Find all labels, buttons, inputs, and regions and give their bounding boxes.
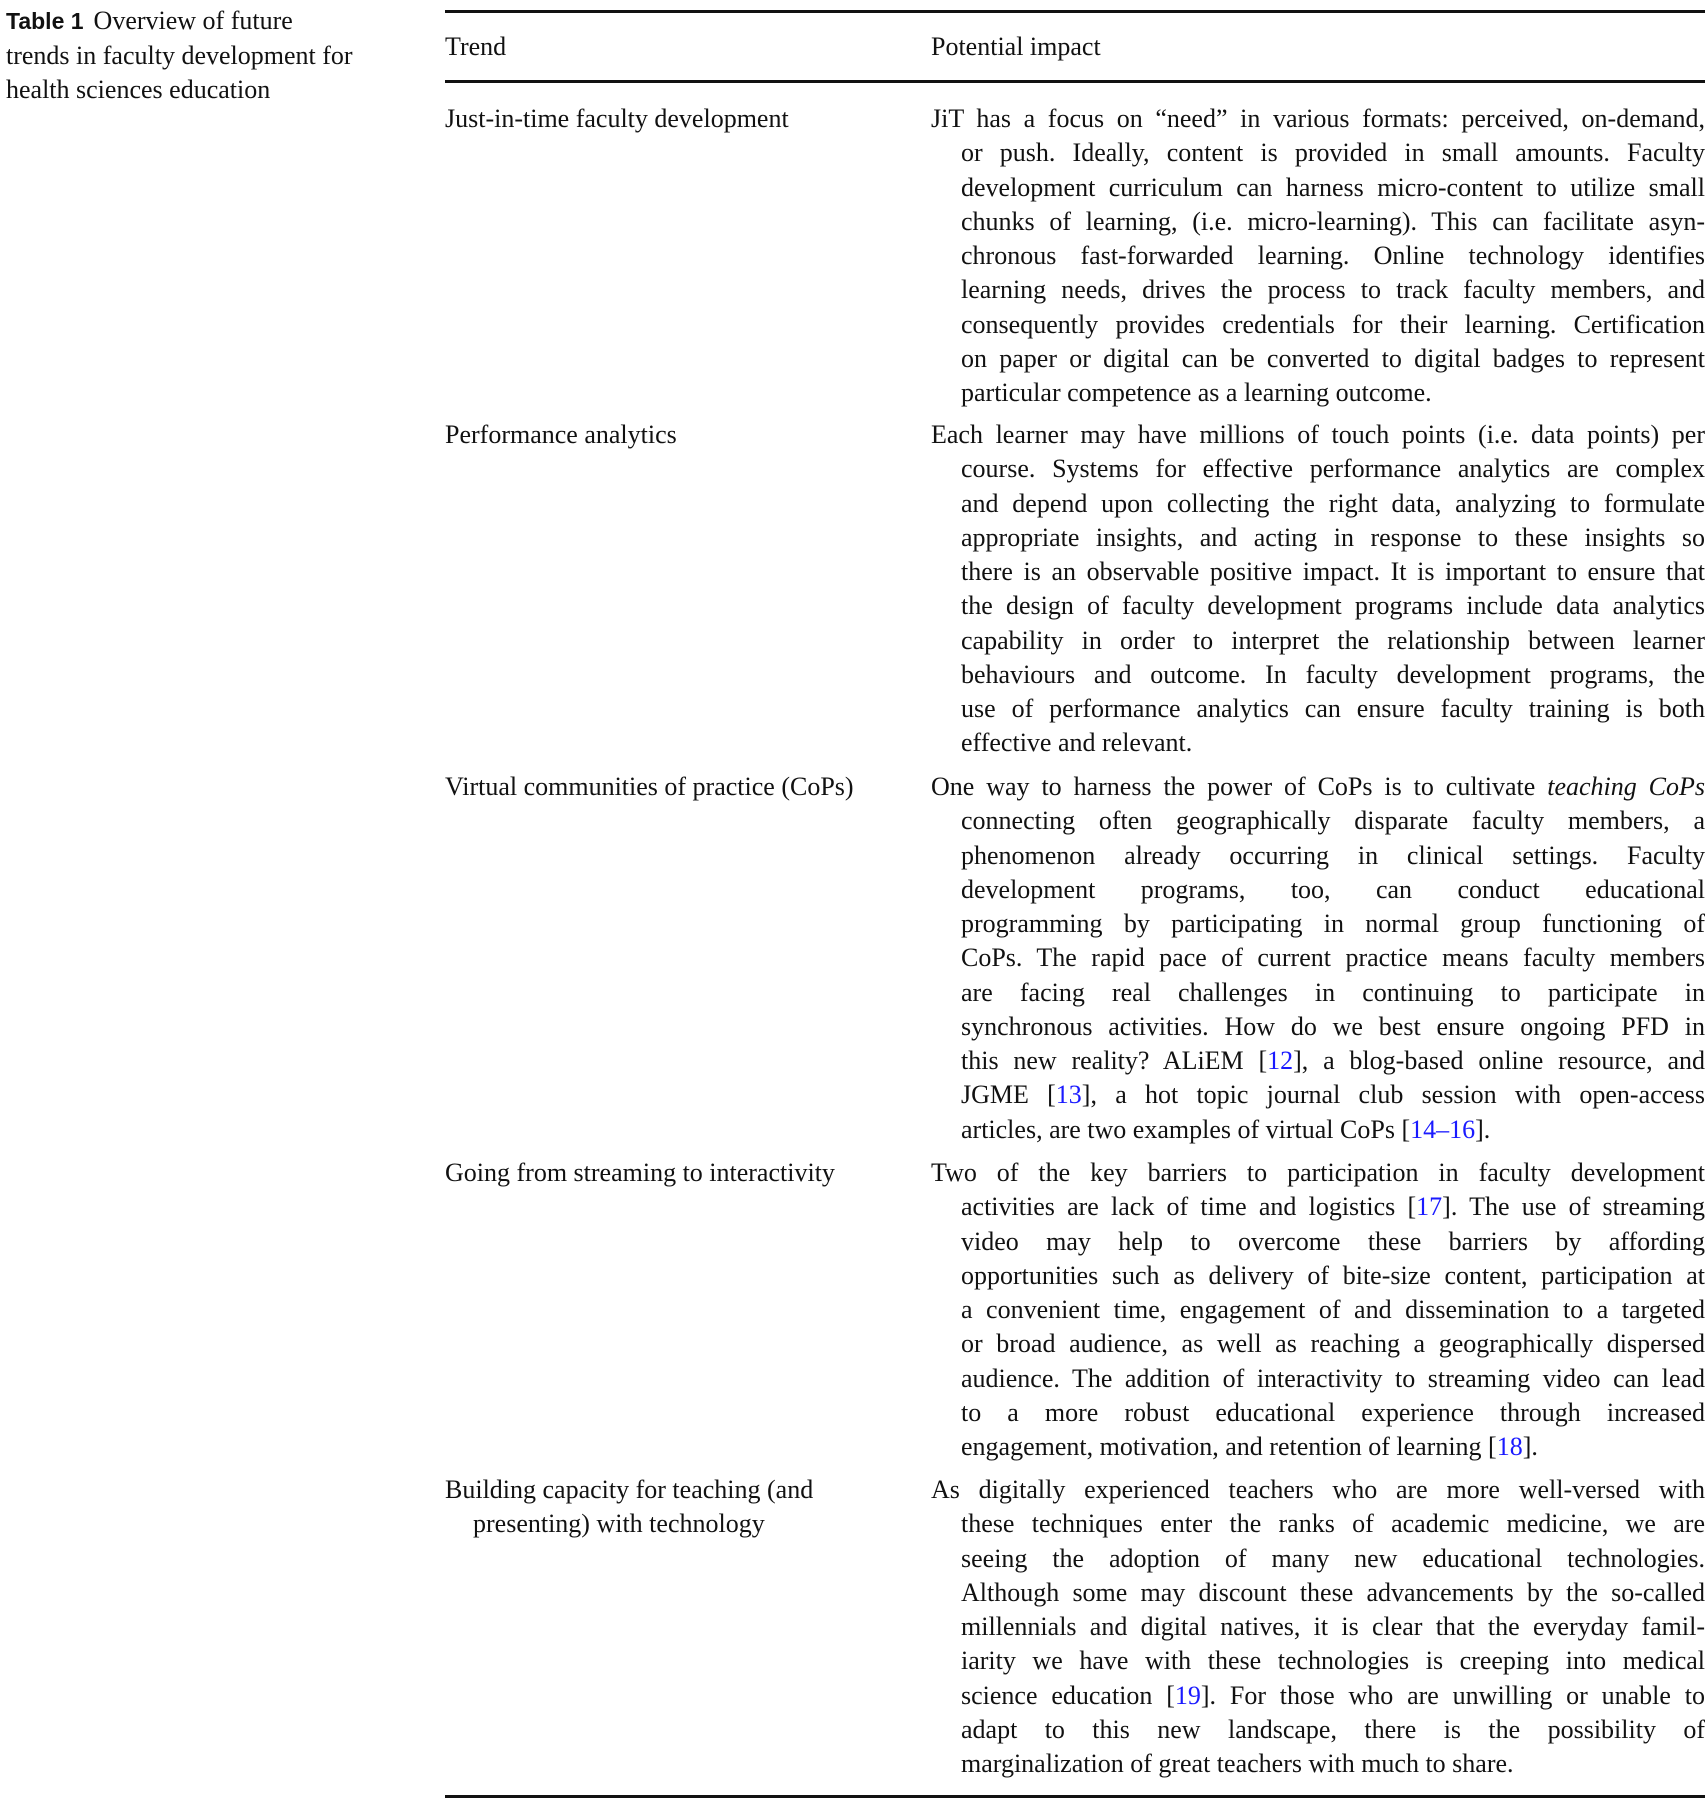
impact-line: on paper or digital can be converted to digital badges to represent [961,343,1705,373]
impact-line: adapt to this new landscape, there is the possibility of [961,1714,1705,1744]
impact-line: millennials and digital natives, it is clear that the everyday famil- [961,1612,1705,1642]
impact-line: behaviours and outcome. In faculty development programs, the [961,659,1705,689]
impact-line: development programs, too, can conduct educational [961,874,1705,904]
trend-text: Building capacity for teaching (and [445,1475,814,1504]
impact-line: development curriculum can harness micro-content to utilize small [961,172,1705,202]
caption-line: health sciences education [6,75,271,104]
impact-line: are facing real challenges in continuing to participate in [961,977,1705,1007]
impact-line: chunks of learning, (i.e. micro-learning). This can facilitate asyn- [961,206,1705,236]
citation-link[interactable]: 13 [1055,1080,1082,1110]
trend-text: Performance analytics [445,420,677,449]
trend-text: Just-in-time faculty development [445,104,789,133]
impact-cell [931,1156,1705,1464]
impact-line: video may help to overcome these barriers by affording [961,1226,1705,1256]
citation-link[interactable]: 12 [1267,1046,1294,1076]
text-segment: ]. [1475,1114,1491,1144]
impact-cell [931,1473,1705,1781]
impact-line: Each learner may have millions of touch points (i.e. data points) per [931,420,1705,449]
trend-text: Virtual communities of practice (CoPs) [445,772,854,801]
impact-line: a convenient time, engagement of and dissemination to a targeted [961,1295,1705,1325]
trend-text: presenting) with technology [473,1509,765,1539]
caption-line: Overview of future [93,6,293,35]
text-segment: ]. The use of streaming [1442,1192,1705,1222]
impact-line: capability in order to interpret the relationship between learner [961,625,1705,655]
impact-line: synchronous activities. How do we best ensure ongoing PFD in [961,1011,1705,1041]
impact-line [931,1679,1705,1713]
text-segment: One way to harness the power of CoPs is to cultivate [931,772,1548,801]
impact-cell [931,418,1705,761]
bottom-rule [445,1795,1705,1798]
impact-cell [931,770,1705,1147]
trend-cell [445,1473,915,1542]
impact-line: there is an observable positive impact. It is important to ensure that [961,557,1705,587]
impact-line: opportunities such as delivery of bite-size content, participation at [961,1260,1705,1290]
impact-line: or broad audience, as well as reaching a geographically dispersed [961,1329,1705,1359]
impact-line: phenomenon already occurring in clinical settings. Faculty [961,840,1705,870]
impact-line: seeing the adoption of many new educational technologies. [961,1543,1705,1573]
impact-line [931,1430,1705,1464]
impact-line: or push. Ideally, content is provided in small amounts. Faculty [961,138,1705,168]
impact-line [931,1078,1705,1112]
impact-line: these techniques enter the ranks of academic medicine, we are [961,1509,1705,1539]
impact-line: course. Systems for effective performance analytics are complex [961,454,1705,484]
text-segment: engagement, motivation, and retention of learning [ [961,1432,1497,1462]
text-segment: ], a blog-based online resource, and [1293,1046,1705,1076]
impact-line: iarity we have with these technologies is creeping into medical [961,1646,1705,1676]
trend-cell [445,1156,915,1190]
impact-line: effective and relevant. [961,728,1193,758]
trend-cell [445,418,915,452]
impact-line: programming by participating in normal group functioning of [961,909,1705,939]
citation-link[interactable]: 14–16 [1410,1114,1476,1144]
text-segment: articles, are two examples of virtual CoPs [ [961,1114,1411,1144]
impact-line [931,1190,1705,1224]
impact-line [931,770,1705,804]
impact-line: the design of faculty development programs include data analytics [961,591,1705,621]
impact-line: Although some may discount these advancements by the so-called [961,1577,1705,1607]
column-header-impact: Potential impact [931,32,1101,61]
trend-text: Going from streaming to interactivity [445,1158,835,1187]
text-segment: ], a hot topic journal club session with open-access [1081,1080,1705,1110]
caption-line: trends in faculty development for [6,40,353,70]
impact-cell [931,102,1705,410]
impact-line: use of performance analytics can ensure faculty training is both [961,694,1705,724]
impact-line: consequently provides credentials for their learning. Certification [961,309,1705,339]
impact-line: As digitally experienced teachers who are more well-versed with [931,1475,1705,1504]
impact-line: chronous fast-forwarded learning. Online technology identifies [961,241,1705,271]
impact-line: Two of the key barriers to participation in faculty development [931,1158,1705,1187]
impact-line: appropriate insights, and acting in response to these insights so [961,522,1705,552]
text-segment: science education [ [961,1680,1175,1710]
text-segment: JGME [ [961,1080,1056,1110]
header-rule [445,80,1705,83]
impact-line [931,1113,1705,1147]
text-segment: this new reality? ALiEM [ [961,1046,1268,1076]
italic-text: teaching CoPs [1547,772,1705,801]
impact-line: CoPs. The rapid pace of current practice means faculty members [961,943,1705,973]
top-rule [445,10,1705,13]
impact-line: learning needs, drives the process to track faculty members, and [961,275,1705,305]
impact-line [931,1044,1705,1078]
citation-link[interactable]: 18 [1496,1432,1523,1462]
table-caption [6,4,396,108]
text-segment: activities are lack of time and logistics [ [961,1192,1417,1222]
trend-cell [445,770,915,804]
table-label: Table 1 [6,8,84,34]
citation-link[interactable]: 19 [1174,1680,1201,1710]
trend-cell [445,102,915,136]
text-segment: ]. For those who are unwilling or unable to [1200,1680,1705,1710]
impact-line: connecting often geographically disparate faculty members, a [961,806,1705,836]
impact-line: audience. The addition of interactivity to streaming video can lead [961,1363,1705,1393]
text-segment: ]. [1522,1432,1538,1462]
impact-line: JiT has a focus on “need” in various formats: perceived, on-demand, [931,104,1705,133]
impact-line: to a more robust educational experience through increased [961,1397,1705,1427]
impact-line: particular competence as a learning outcome. [961,378,1432,408]
impact-line: marginalization of great teachers with much to share. [961,1749,1514,1779]
citation-link[interactable]: 17 [1416,1192,1443,1222]
impact-line: and depend upon collecting the right data, analyzing to formulate [961,488,1705,518]
column-header-trend: Trend [445,32,507,61]
